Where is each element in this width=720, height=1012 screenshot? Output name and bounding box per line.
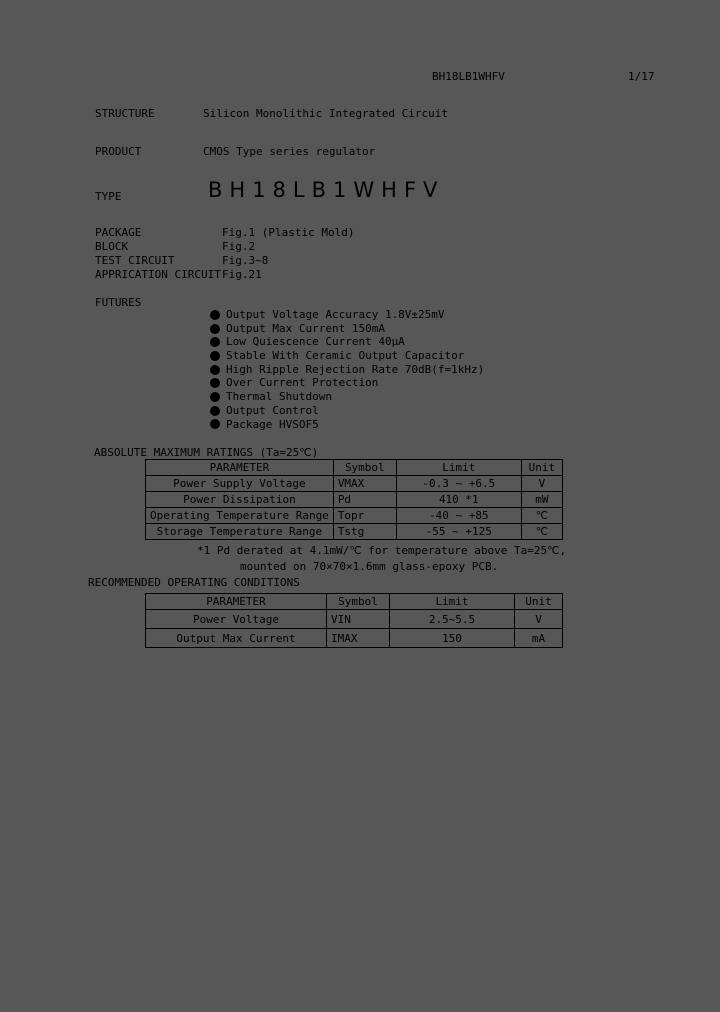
- header-part-number: BH18LB1WHFV: [432, 70, 505, 83]
- header-unit: Unit: [515, 594, 563, 610]
- page-number: 1/17: [628, 70, 655, 83]
- bullet-icon: [210, 365, 220, 375]
- footnote-1: *1 Pd derated at 4.1mW/℃ for temperature above Ta=25℃,: [197, 544, 567, 557]
- block-label: BLOCK: [95, 240, 129, 253]
- structure-label: STRUCTURE: [95, 107, 155, 120]
- type-value: BH18LB1WHFV: [208, 178, 445, 202]
- table-row: [146, 508, 563, 524]
- table-row: [146, 524, 563, 540]
- feature-item: High Ripple Rejection Rate 70dB(f=1kHz): [210, 363, 484, 377]
- cell-symbol: Topr: [333, 508, 396, 524]
- application-circuit-value: Fig.21: [222, 268, 262, 281]
- type-label: TYPE: [95, 190, 122, 203]
- header-limit: Limit: [396, 460, 521, 476]
- cell-unit: mW: [521, 492, 562, 508]
- cell-parameter: Power Supply Voltage: [146, 476, 334, 492]
- footnote-2: mounted on 70×70×1.6mm glass-epoxy PCB.: [240, 560, 499, 573]
- header-symbol: Symbol: [327, 594, 390, 610]
- cell-unit: V: [515, 610, 563, 629]
- bullet-icon: [210, 310, 220, 320]
- feature-item: Thermal Shutdown: [210, 390, 484, 404]
- abs-max-table: [145, 459, 563, 540]
- cell-parameter: Power Dissipation: [146, 492, 334, 508]
- table-header-row: [146, 460, 563, 476]
- header-symbol: Symbol: [333, 460, 396, 476]
- feature-item: Output Max Current 150mA: [210, 322, 484, 336]
- bullet-icon: [210, 378, 220, 388]
- cell-limit: -55 ~ +125: [396, 524, 521, 540]
- cell-limit: 410 *1: [396, 492, 521, 508]
- header-parameter: PARAMETER: [146, 594, 327, 610]
- bullet-icon: [210, 406, 220, 416]
- cell-symbol: IMAX: [327, 629, 390, 648]
- structure-value: Silicon Monolithic Integrated Circuit: [203, 107, 449, 120]
- header-parameter: PARAMETER: [146, 460, 334, 476]
- cell-limit: -0.3 ~ +6.5: [396, 476, 521, 492]
- cell-symbol: VIN: [327, 610, 390, 629]
- application-circuit-label: APPRICATION CIRCUIT: [95, 268, 221, 281]
- cell-parameter: Operating Temperature Range: [146, 508, 334, 524]
- cell-parameter: Output Max Current: [146, 629, 327, 648]
- package-label: PACKAGE: [95, 226, 142, 239]
- bullet-icon: [210, 351, 220, 361]
- cell-unit: mA: [515, 629, 563, 648]
- product-label: PRODUCT: [95, 145, 142, 158]
- cell-unit: V: [521, 476, 562, 492]
- bullet-icon: [210, 419, 220, 429]
- feature-item: Package HVSOF5: [210, 418, 484, 432]
- feature-item: Output Voltage Accuracy 1.8V±25mV: [210, 308, 484, 322]
- feature-item: Over Current Protection: [210, 376, 484, 390]
- table-row: [146, 476, 563, 492]
- cell-symbol: Tstg: [333, 524, 396, 540]
- recommended-title: RECOMMENDED OPERATING CONDITIONS: [88, 576, 300, 589]
- cell-symbol: VMAX: [333, 476, 396, 492]
- recommended-table: [145, 593, 563, 648]
- header-limit: Limit: [390, 594, 515, 610]
- bullet-icon: [210, 392, 220, 402]
- table-row: [146, 610, 563, 629]
- cell-unit: ℃: [521, 524, 562, 540]
- features-label: FUTURES: [95, 296, 142, 309]
- header-unit: Unit: [521, 460, 562, 476]
- cell-limit: 150: [390, 629, 515, 648]
- cell-parameter: Storage Temperature Range: [146, 524, 334, 540]
- cell-symbol: Pd: [333, 492, 396, 508]
- table-row: [146, 492, 563, 508]
- bullet-icon: [210, 337, 220, 347]
- cell-limit: 2.5~5.5: [390, 610, 515, 629]
- feature-item: Low Quiescence Current 40μA: [210, 335, 484, 349]
- cell-limit: -40 ~ +85: [396, 508, 521, 524]
- package-value: Fig.1 (Plastic Mold): [222, 226, 355, 239]
- test-circuit-label: TEST CIRCUIT: [95, 254, 175, 267]
- feature-item: Output Control: [210, 404, 484, 418]
- cell-unit: ℃: [521, 508, 562, 524]
- feature-item: Stable With Ceramic Output Capacitor: [210, 349, 484, 363]
- table-header-row: [146, 594, 563, 610]
- features-list: [210, 308, 484, 431]
- block-value: Fig.2: [222, 240, 256, 253]
- cell-parameter: Power Voltage: [146, 610, 327, 629]
- test-circuit-value: Fig.3~8: [222, 254, 269, 267]
- abs-max-title: ABSOLUTE MAXIMUM RATINGS (Ta=25℃): [94, 446, 319, 459]
- bullet-icon: [210, 324, 220, 334]
- product-value: CMOS Type series regulator: [203, 145, 376, 158]
- table-row: [146, 629, 563, 648]
